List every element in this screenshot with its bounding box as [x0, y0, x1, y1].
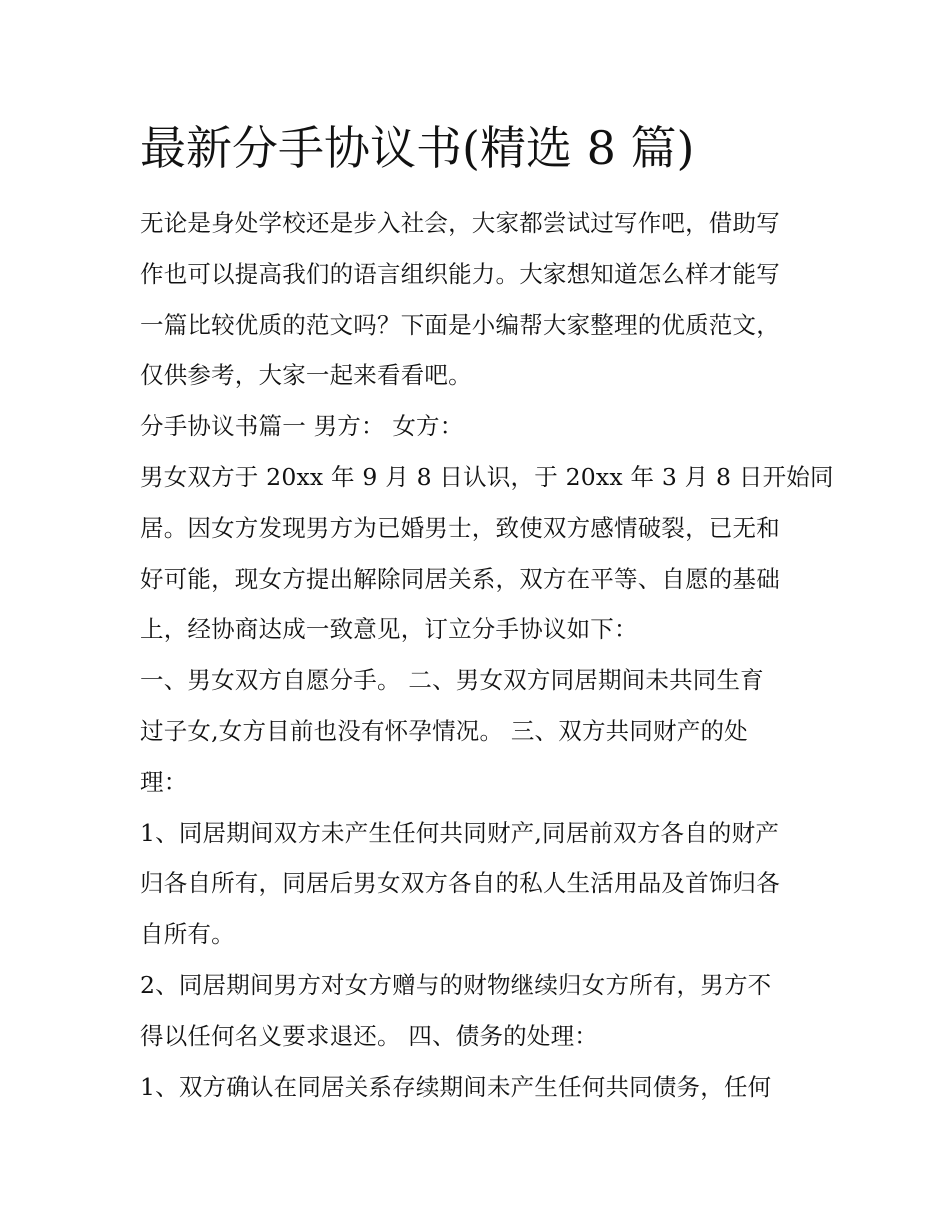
document-body	[140, 198, 834, 1112]
body-line: 过子女,女方目前也没有怀孕情况。 三、双方共同财产的处	[140, 716, 748, 745]
body-line: 仅供参考，大家一起来看看吧。	[140, 361, 472, 390]
body-line: 自所有。	[140, 920, 235, 949]
body-line: 无论是身处学校还是步入社会，大家都尝试过写作吧，借助写	[140, 209, 780, 237]
body-line: 理：	[140, 767, 188, 796]
body-line: 一篇比较优质的范文吗？下面是小编帮大家整理的优质范文，	[140, 310, 780, 339]
body-line: 归各自所有，同居后男女双方各自的私人生活用品及首饰归各	[140, 869, 780, 898]
body-line: 1、双方确认在同居关系存续期间未产生任何共同债务，任何	[140, 1072, 772, 1101]
body-line: 居。因女方发现男方为已婚男士，致使双方感情破裂，已无和	[140, 513, 780, 542]
body-line: 男女双方于 20xx 年 9 月 8 日认识，于 20xx 年 3 月 8 日开始同	[140, 462, 834, 491]
body-line: 1、同居期间双方未产生任何共同财产,同居前双方各自的财产	[140, 818, 780, 847]
body-line: 得以任何名义要求退还。 四、债务的处理：	[140, 1021, 598, 1050]
section-heading-line: 分手协议书篇一 男方： 女方：	[140, 412, 464, 441]
body-line: 作也可以提高我们的语言组织能力。大家想知道怎么样才能写	[140, 259, 780, 288]
body-line: 好可能，现女方提出解除同居关系，双方在平等、自愿的基础	[140, 564, 780, 593]
document-title: 最新分手协议书(精选 8 篇)	[140, 121, 695, 175]
body-line: 上，经协商达成一致意见，订立分手协议如下：	[140, 615, 638, 644]
body-line: 2、同居期间男方对女方赠与的财物继续归女方所有，男方不	[140, 970, 772, 999]
body-line: 一、男女双方自愿分手。 二、男女双方同居期间未共同生育	[140, 666, 764, 695]
